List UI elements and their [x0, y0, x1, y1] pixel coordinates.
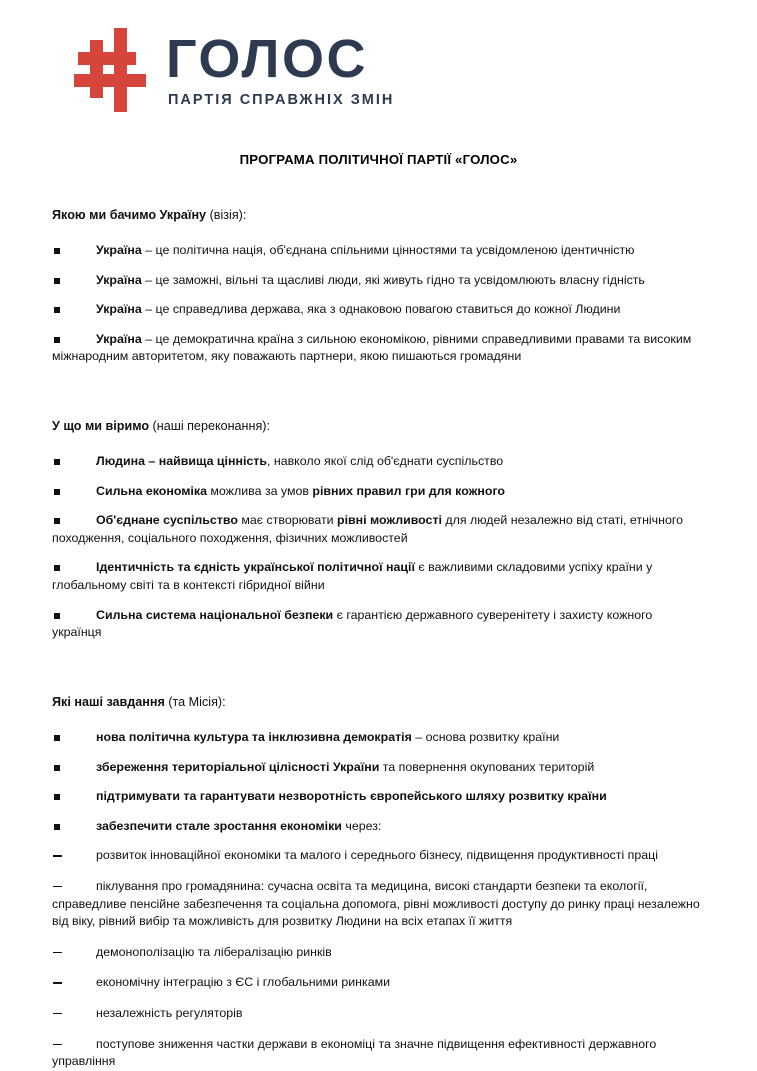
sections-container — [52, 207, 705, 1071]
list-item — [52, 974, 705, 992]
spacer — [52, 435, 705, 453]
text-run-bold: підтримувати та гарантувати незворотність європейського шляху розвитку країни — [96, 789, 607, 804]
spacer — [52, 224, 705, 242]
holos-hash-logo-icon — [74, 28, 152, 112]
list-item — [52, 512, 705, 547]
text-run: через: — [341, 818, 382, 833]
spacer — [52, 711, 705, 729]
text-run: демонополізацію та лібералізацію ринків — [96, 944, 332, 959]
dash-list — [52, 847, 705, 1070]
text-run-bold: Україна — [96, 302, 142, 317]
section-heading-bold: У що ми віримо — [52, 419, 150, 434]
bullet-list — [52, 729, 705, 835]
text-run-bold: Україна — [96, 331, 142, 346]
text-run-bold: нова політична культура та інклюзивна демократія — [96, 729, 412, 744]
list-item — [52, 729, 705, 747]
text-run: для людей незалежно від статі, етнічного походження, соціального походження, фізичних можливостей — [52, 513, 683, 545]
text-run-bold: Ідентичність та єдність української політичної нації — [96, 560, 415, 575]
text-run: – це політична нація, об'єднана спільними цінностями та усвідомленою ідентичністю — [141, 243, 635, 257]
section-heading-bold: Які наші завдання — [52, 694, 165, 709]
list-item — [52, 272, 705, 290]
section-heading — [52, 694, 705, 711]
list-item — [52, 483, 705, 501]
list-item — [52, 607, 705, 642]
text-run: – це демократична країна з сильною економікою, рівними справедливими правами та високим міжнародним авторитетом, яку поважають партнери, якою пишаються громадяни — [52, 331, 692, 364]
bullet-list — [52, 242, 705, 366]
list-item — [52, 788, 705, 806]
section-heading-bold: Якою ми бачимо Україну — [52, 208, 207, 222]
section-heading — [52, 207, 705, 224]
text-run: розвиток інноваційної економіки та малого і середнього бізнесу, підвищення продуктивності праці — [96, 848, 659, 863]
section-heading-note: (наші переконання): — [149, 419, 270, 434]
list-item — [52, 878, 705, 931]
list-item — [52, 242, 705, 260]
text-run-bold: збереження територіальної цілісності України — [96, 759, 380, 774]
text-run-bold: Україна — [96, 272, 142, 287]
text-run-bold: Сильна економіка — [96, 483, 207, 498]
spacer — [52, 167, 705, 207]
text-run: та повернення окупованих територій — [379, 759, 595, 774]
section-heading-note: (та Місія): — [164, 694, 226, 709]
text-run: економічну інтеграцію з ЄС і глобальними ринками — [96, 975, 391, 990]
text-run: поступове зниження частки держави в економіці та значне підвищення ефективності державного управління — [52, 1036, 657, 1069]
text-run: є важливими складовими успіху країни у глобальному світі та в контексті гібридної війни — [52, 560, 653, 593]
spacer — [52, 654, 705, 694]
text-run: , навколо якої слід об'єднати суспільство — [266, 454, 504, 469]
text-run-bold: рівних правил гри для кожного — [312, 483, 506, 498]
text-run: можлива за умов — [206, 483, 313, 498]
text-run-bold: рівні можливості — [337, 513, 442, 528]
list-item — [52, 301, 705, 319]
list-item — [52, 847, 705, 865]
document-title: ПРОГРАМА ПОЛІТИЧНОЇ ПАРТІЇ «ГОЛОС» — [239, 152, 518, 167]
text-run-bold: Сильна система національної безпеки — [96, 607, 334, 622]
text-run: – основа розвитку країни — [411, 729, 560, 744]
list-item — [52, 1036, 705, 1071]
text-run: піклування про громадянина: сучасна освіта та медицина, високі стандарти безпеки та екології, справедливе пенсійне забезпечення та соціальна допомога, рівні можливості доступу до ринку праці незалежно від віку, рівний вибір та можливість для розвитку Людини на всіх етапах її життя — [52, 878, 700, 929]
text-run: незалежність регуляторів — [96, 1006, 243, 1021]
text-run-bold: забезпечити стале зростання економіки — [96, 818, 342, 833]
section — [52, 418, 705, 694]
text-run: – це заможні, вільні та щасливі люди, які живуть гідно та усвідомлюють власну гідність — [141, 272, 645, 287]
spacer — [52, 378, 705, 418]
logo-wordmark: ГОЛОС — [166, 29, 368, 90]
section — [52, 694, 705, 1071]
section-heading-note: (візія): — [206, 208, 247, 222]
text-run-bold: Україна — [96, 243, 142, 257]
text-run: має створювати — [237, 513, 338, 528]
text-run-bold: Людина – найвища цінність — [96, 454, 267, 469]
section — [52, 207, 705, 418]
text-run-bold: Об'єднане суспільство — [96, 513, 238, 528]
text-run: є гарантією державного суверенітету і захисту кожного українця — [52, 607, 653, 640]
section-heading — [52, 418, 705, 435]
list-item — [52, 944, 705, 962]
text-run: – це справедлива держава, яка з однаковою повагою ставиться до кожної Людини — [141, 302, 621, 317]
party-logo-header — [0, 0, 757, 108]
bullet-list — [52, 453, 705, 642]
logo-text-block — [166, 29, 395, 108]
list-item — [52, 818, 705, 836]
list-item — [52, 559, 705, 594]
list-item — [52, 453, 705, 471]
document-body — [0, 152, 757, 1071]
list-item — [52, 759, 705, 777]
list-item — [52, 331, 705, 366]
list-item — [52, 1005, 705, 1023]
logo-tagline: ПАРТІЯ СПРАВЖНІХ ЗМІН — [168, 91, 395, 108]
